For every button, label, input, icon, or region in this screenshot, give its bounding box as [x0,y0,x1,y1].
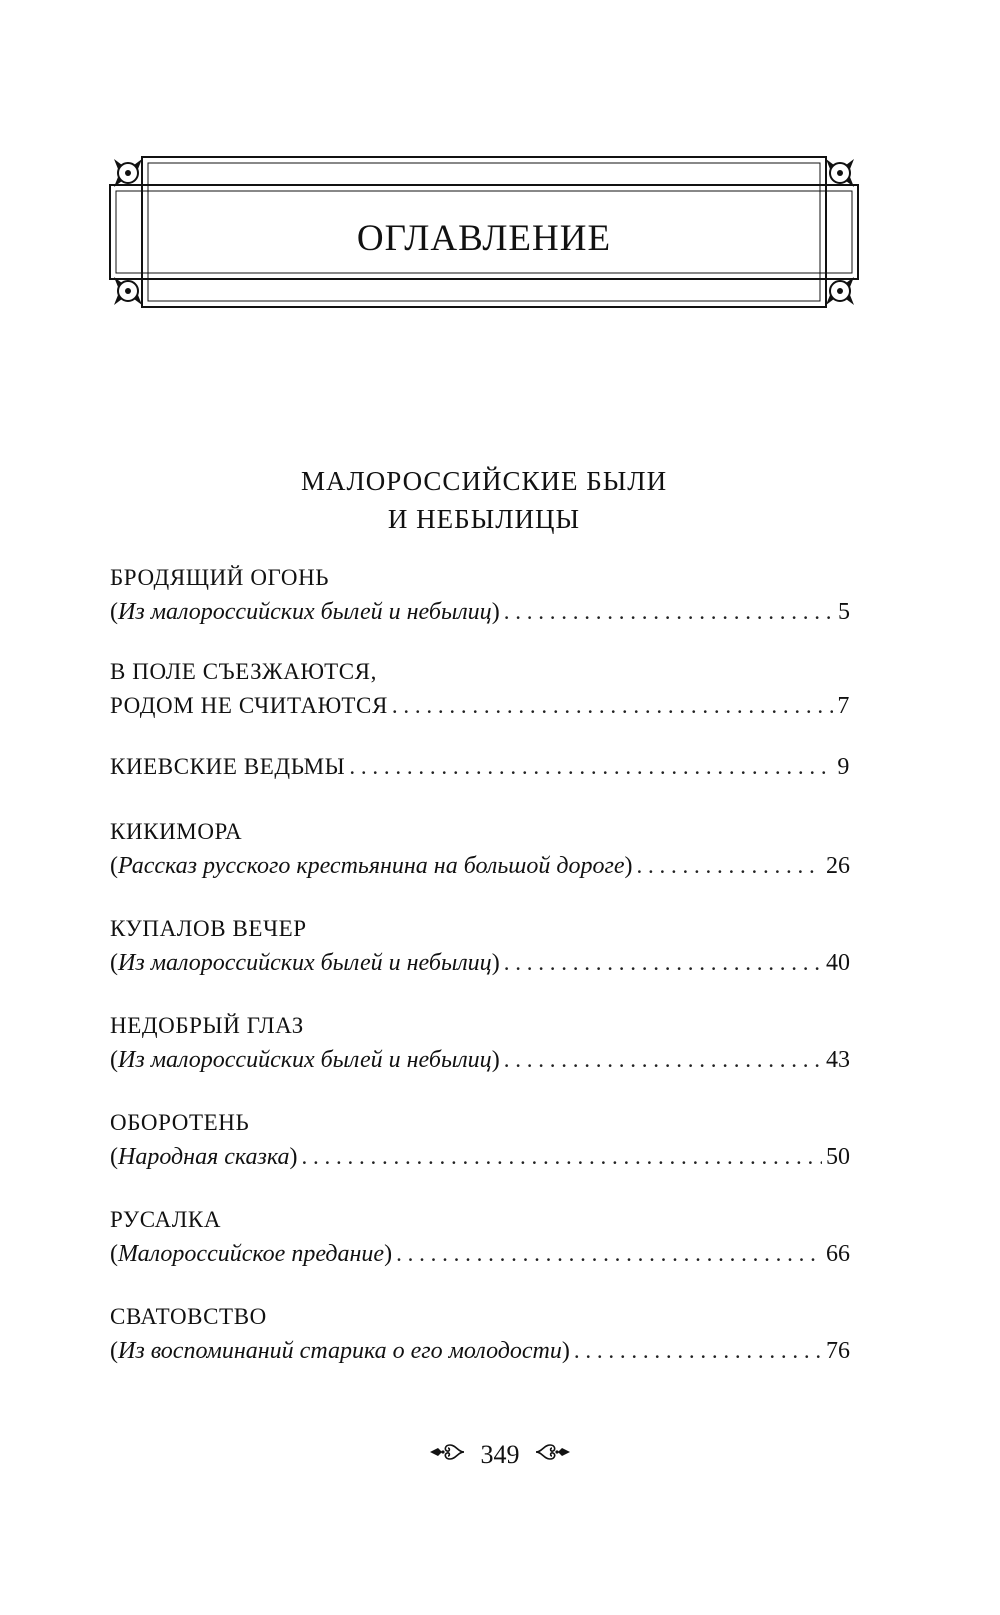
entry-title: КИЕВСКИЕ ВЕДЬМЫ [110,754,346,779]
entry-subtitle: (Народная сказка) [110,1144,298,1170]
dot-leader [504,946,822,980]
entry-title: В ПОЛЕ СЪЕЗЖАЮТСЯ, [110,659,377,684]
entry-page-number: 26 [826,853,850,879]
toc-entry[interactable] [110,815,850,883]
entry-title: ОБОРОТЕНЬ [110,1110,250,1135]
entry-page-number: 76 [826,1338,850,1364]
section-heading-line-1: МАЛОРОССИЙСКИЕ БЫЛИ [300,466,668,496]
section-heading [108,462,860,538]
entry-page-number: 50 [826,1144,850,1170]
entry-subtitle: (Из малороссийских былей и небылиц) [110,1047,500,1073]
entry-subtitle: (Малороссийское предание) [110,1241,393,1267]
dot-leader [349,750,833,784]
title-frame [108,155,860,309]
toc-entry[interactable] [110,561,850,629]
dot-leader [396,1237,822,1271]
entry-subtitle: (Из малороссийских былей и небылиц) [110,599,500,625]
entry-subtitle: (Из воспоминаний старика о его молодости) [110,1338,570,1364]
entry-subtitle: (Из малороссийских былей и небылиц) [110,950,500,976]
entry-title: СВАТОВСТВО [110,1304,267,1329]
entry-title: РУСАЛКА [110,1207,222,1232]
toc-entry[interactable] [110,1106,850,1174]
dot-leader [302,1140,823,1174]
entry-title: БРОДЯЩИЙ ОГОНЬ [110,565,330,590]
page-footer [0,1438,1000,1470]
dot-leader [637,849,822,883]
page-title: ОГЛАВЛЕНИЕ [356,218,612,259]
flourish-left-icon [428,1440,466,1470]
entry-page-number: 40 [826,950,850,976]
entry-title: КУПАЛОВ ВЕЧЕР [110,916,307,941]
toc-entry[interactable] [110,655,850,723]
dot-leader [574,1334,822,1368]
toc-entry[interactable] [110,750,850,784]
dot-leader [504,595,834,629]
entry-page-number: 66 [826,1241,850,1267]
entry-title-continued: РОДОМ НЕ СЧИТАЮТСЯ [110,693,388,718]
entry-title: НЕДОБРЫЙ ГЛАЗ [110,1013,304,1038]
toc-entry[interactable] [110,1203,850,1271]
entry-subtitle: (Рассказ русского крестьянина на большой дороге) [110,853,633,879]
section-heading-line-2: И НЕБЫЛИЦЫ [387,504,581,534]
entry-title: КИКИМОРА [110,819,243,844]
entry-page-number: 9 [837,754,850,780]
toc-entry[interactable] [110,1009,850,1077]
dot-leader [392,689,834,723]
entry-page-number: 7 [837,693,850,719]
page-number: 349 [480,1440,520,1470]
entry-page-number: 43 [826,1047,850,1073]
entry-page-number: 5 [838,599,850,625]
flourish-right-icon [534,1440,572,1470]
dot-leader [504,1043,822,1077]
toc-entry[interactable] [110,1300,850,1368]
toc-entry[interactable] [110,912,850,980]
